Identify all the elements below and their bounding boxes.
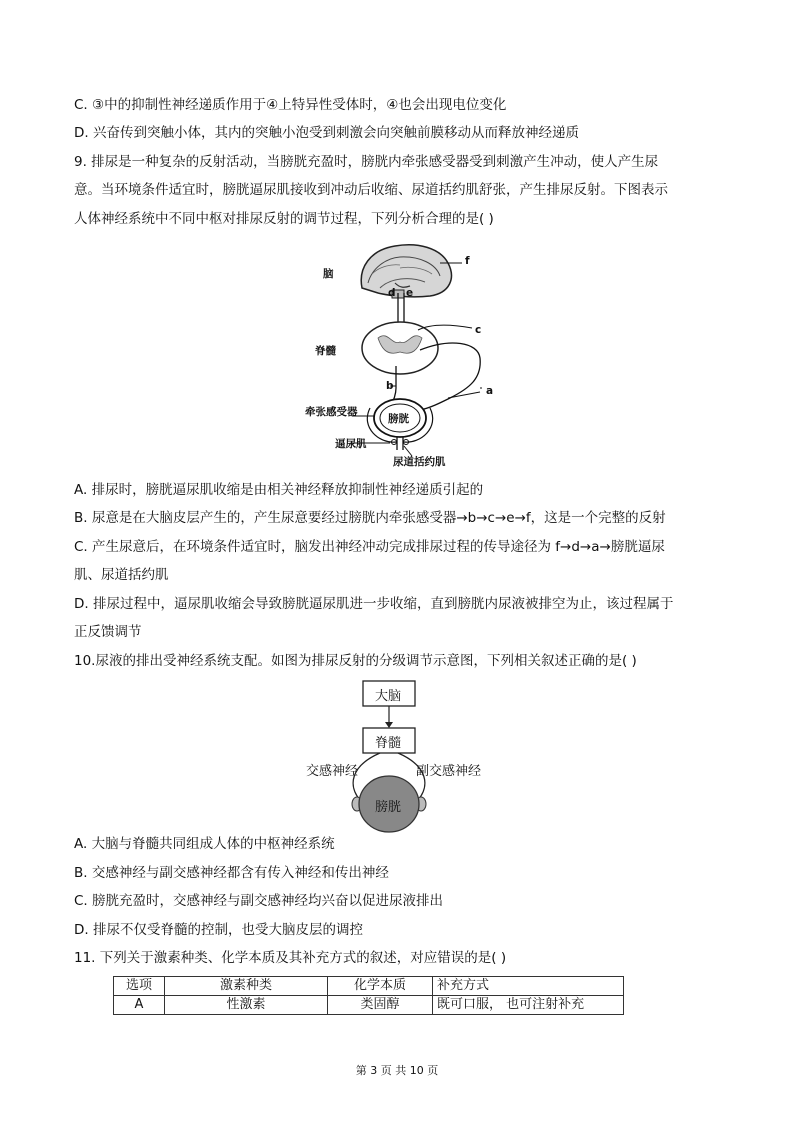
label-detrusor: 逼尿肌 — [335, 438, 367, 450]
table-header-row — [114, 977, 624, 996]
label-receptor: 牵张感受器 — [305, 406, 358, 418]
box-label-spinal: 脊髓 — [375, 736, 402, 751]
page-footer: 第 3 页 共 10 页 — [355, 1064, 439, 1077]
question-9-stem-line2: 意。当环境条件适宜时，膀胱逼尿肌接收到冲动后收缩、尿道括约肌舒张，产生排尿反射。下图表示 — [74, 182, 668, 198]
table-cell: 既可口服， 也可注射补充 — [433, 996, 624, 1015]
table-header-cell: 选项 — [114, 977, 165, 996]
table-header-cell: 化学本质 — [328, 977, 433, 996]
option-c-q9-line1: C. 产生尿意后，在环境条件适宜时，脑发出神经冲动完成排尿过程的传导途径为 f→d→a→膀胱逼尿 — [74, 539, 665, 555]
question-10-stem: 10.尿液的排出受神经系统支配。如图为排尿反射的分级调节示意图，下列相关叙述正确的是( ) — [74, 653, 637, 669]
table-cell: A — [114, 996, 165, 1015]
option-d-q9-line1: D. 排尿过程中，逼尿肌收缩会导致膀胱逼尿肌进一步收缩，直到膀胱内尿液被排空为止，该过程属于 — [74, 596, 674, 612]
option-d-q10: D. 排尿不仅受脊髓的控制，也受大脑皮层的调控 — [74, 922, 363, 938]
question-11-stem: 11. 下列关于激素种类、化学本质及其补充方式的叙述，对应错误的是( ) — [74, 950, 507, 966]
hormone-table — [113, 976, 624, 1015]
label-bladder-fig1: 膀胱 — [388, 413, 409, 425]
label-d: d — [388, 287, 396, 299]
label-brain: 脑 — [323, 268, 334, 280]
option-a-q9: A. 排尿时，膀胱逼尿肌收缩是由相关神经释放抑制性神经递质引起的 — [74, 482, 484, 498]
label-sphincter: 尿道括约肌 — [393, 456, 446, 468]
box-label-brain: 大脑 — [375, 689, 402, 704]
option-d-q9-line2: 正反馈调节 — [74, 624, 142, 640]
table-header-cell: 激素种类 — [165, 977, 328, 996]
option-c-q10: C. 膀胱充盈时，交感神经与副交感神经均兴奋以促进尿液排出 — [74, 893, 444, 909]
label-e: e — [406, 287, 414, 299]
label-sympathetic: 交感神经 — [306, 764, 359, 779]
question-9-stem-line1: 9. 排尿是一种复杂的反射活动，当膀胱充盈时，膀胱内牵张感受器受到刺激产生冲动，使人产生尿 — [74, 154, 659, 170]
label-spinal: 脊髓 — [315, 345, 336, 357]
option-b-q9: B. 尿意是在大脑皮层产生的，产生尿意要经过膀胱内牵张感受器→b→c→e→f，这是一个完整的反射 — [74, 510, 666, 526]
option-b-q10: B. 交感神经与副交感神经都含有传入神经和传出神经 — [74, 865, 389, 881]
table-header-cell: 补充方式 — [433, 977, 624, 996]
option-d-q8: D. 兴奋传到突触小体，其内的突触小泡受到刺激会向突触前膜移动从而释放神经递质 — [74, 125, 579, 141]
table-row — [114, 996, 624, 1015]
label-b: b — [386, 380, 394, 392]
question-9-stem-line3: 人体神经系统中不同中枢对排尿反射的调节过程，下列分析合理的是( ) — [74, 211, 494, 227]
option-a-q10: A. 大脑与脊髓共同组成人体的中枢神经系统 — [74, 836, 335, 852]
label-c: c — [475, 324, 482, 336]
table-cell: 类固醇 — [328, 996, 433, 1015]
option-c-q9-line2: 肌、尿道括约肌 — [74, 567, 169, 583]
label-parasympathetic: 副交感神经 — [416, 764, 482, 779]
label-f: f — [465, 255, 470, 267]
label-a: a — [486, 385, 494, 397]
table-cell: 性激素 — [165, 996, 328, 1015]
option-c-q8: C. ③中的抑制性神经递质作用于④上特异性受体时，④也会出现电位变化 — [74, 97, 507, 113]
label-bladder-fig2: 膀胱 — [375, 800, 402, 815]
